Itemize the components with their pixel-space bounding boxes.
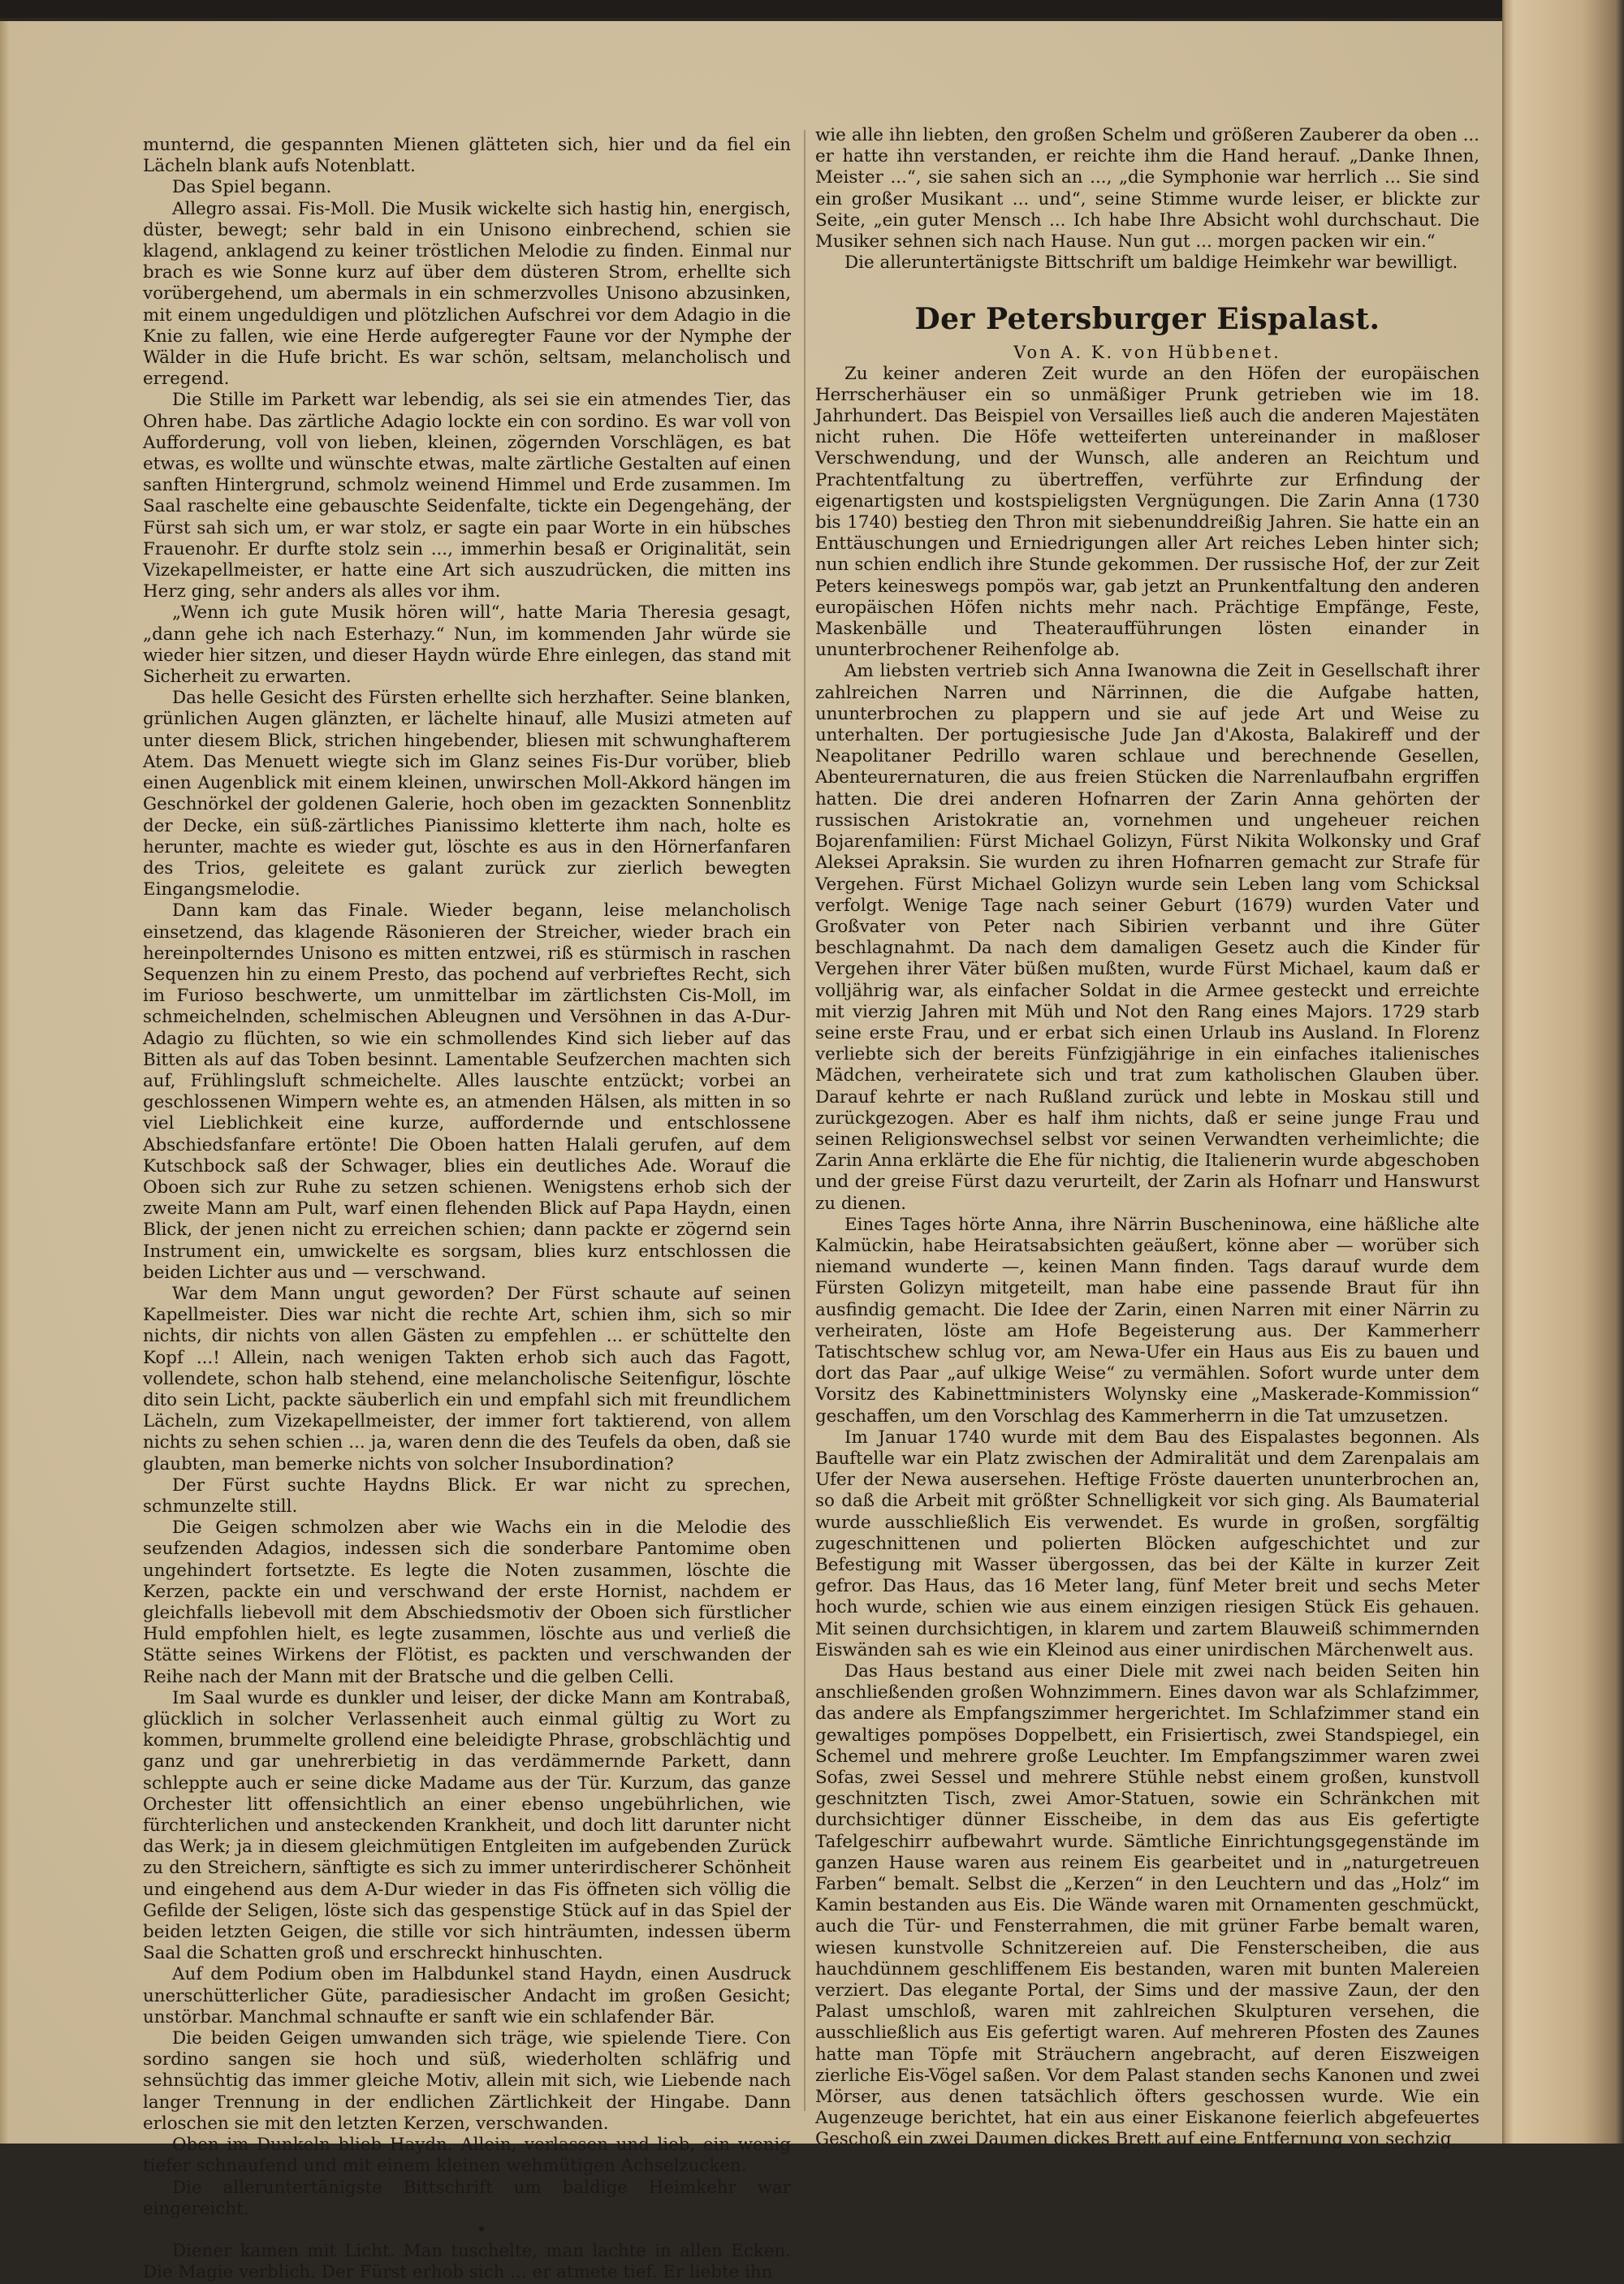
paragraph: Zu keiner anderen Zeit wurde an den Höfen der europäischen Herrscherhäuser ein so unmäßiger Prunk getrieben wie im 18. Jahrhundert. Das Beispiel von Versailles ließ auch die anderen Majestäten nicht ruhen. Die Höfe wetteiferten untereinander in maßloser Verschwendung, und der Wunsch, alle anderen an Reichtum und Prachtentfaltung zu übertreffen, verführte zur Erfindung der eigenartigsten und kostspieligsten Vergnügungen. Die Zarin Anna (1730 bis 1740) bestieg den Thron mit siebenunddreißig Jahren. Sie hatte ein an Enttäuschungen und Erniedrigungen aller Art reiches Leben hinter sich; nun schien endlich ihre Stunde gekommen. Der russische Hof, der zur Zeit Peters keineswegs pompös war, gab jetzt an Prunkentfaltung den anderen europäischen Höfen nichts mehr nach. Prächtige Empfänge, Feste, Maskenbälle und Theateraufführungen lösten einander in ununterbrochener Reihenfolge ab.: [815, 363, 1479, 661]
paragraph: Dann kam das Finale. Wieder begann, leise melancholisch einsetzend, das klagende Räsonieren der Streicher, wieder brach ein hereinpolterndes Unisono es mitten entzwei, riß es stürmisch in raschen Sequenzen hin zu einem Presto, das pochend auf verbrieftes Recht, sich im Furioso beschwerte, um unmittelbar im zärtlichsten Cis-Moll, im schmeichelnden, schelmischen Ableugnen und Versöhnen in das A-Dur-Adagio zu flüchten, so wie ein schmollendes Kind sich lieber auf das Bitten als auf das Toben besinnt. Lamentable Seufzerchen machten sich auf, Frühlingsluft schmeichelte. Alles lauschte entzückt; vorbei an geschlossenen Wimpern wehte es, an atmenden Hälsen, als mitten in so viel Lieblichkeit eine kurze, auffordernde und entschlossene Abschiedsfanfare ertönte! Die Oboen hatten Halali gerufen, auf dem Kutschbock saß der Schwager, blies ein deutliches Ade. Worauf die Oboen sich zur Ruhe zu setzen schienen. Wenigstens erhob sich der zweite Mann am Pult, warf einen flehenden Blick auf Papa Haydn, einen Blick, der jenen nicht zu erreichen schien; dann packte er zögernd sein Instrument ein, umwickelte es sorgsam, blies kurz entschlossen die beiden Lichter aus und — verschwand.: [143, 900, 791, 1283]
paragraph: Eines Tages hörte Anna, ihre Närrin Buscheninowa, eine häßliche alte Kalmückin, habe Heiratsabsichten geäußert, könne aber — worüber sich niemand wunderte —, keinen Mann finden. Tags darauf wurde dem Fürsten Golizyn mitgeteilt, man habe eine passende Braut für ihn ausfindig gemacht. Die Idee der Zarin, einen Narren mit einer Närrin zu verheiraten, löste am Hofe Begeisterung aus. Der Kammerherr Tatischtschew schlug vor, am Newa-Ufer ein Haus aus Eis zu bauen und dort das Paar „auf ulkige Weise“ zu vermählen. Sofort wurde unter dem Vorsitz des Kabinettministers Wolynsky eine „Maskerade-Kommission“ geschaffen, um den Vorschlag des Kammerherrn in die Tat umzusetzen.: [815, 1214, 1479, 1427]
column-divider: [804, 130, 806, 2111]
paragraph: Die beiden Geigen umwanden sich träge, wie spielende Tiere. Con sordino sangen sie hoch und süß, wiederholten schläfrig und sehnsüchtig das immer gleiche Motiv, allein mit sich, wie Liebende nach langer Trennung in der endlichen Zärtlichkeit der Hingabe. Dann erloschen sie mit den letzten Kerzen, verschwanden.: [143, 2028, 791, 2134]
paragraph: munternd, die gespannten Mienen glätteten sich, hier und da fiel ein Lächeln blank aufs Notenblatt.: [143, 135, 791, 177]
page-left-edge: [0, 21, 10, 2144]
paragraph: Die Stille im Parkett war lebendig, als sei sie ein atmendes Tier, das Ohren habe. Das zärtliche Adagio lockte ein con sordino. Es war voll von Aufforderung, voll von lieben, kleinen, zögernden Vorschlägen, es bat etwas, es wollte und wünschte etwas, malte zärtliche Gestalten auf einen sanften Hintergrund, schmolz weinend Himmel und Erde zusammen. Im Saal raschelte eine gebauschte Seidenfalte, tickte ein Degengehäng, der Fürst sah sich um, er war stolz, er sagte ein paar Worte in ein hübsches Frauenohr. Er durfte stolz sein ..., immerhin besaß er Originalität, sein Vizekapellmeister, er hatte eine Art sich auszudrücken, die mitten ins Herz ging, sehr anders als alles vor ihm.: [143, 390, 791, 602]
paragraph: Die alleruntertänigste Bittschrift um baldige Heimkehr war eingereicht.: [143, 2177, 791, 2219]
paragraph: Das Spiel begann.: [172, 177, 332, 198]
paragraph: Auf dem Podium oben im Halbdunkel stand Haydn, einen Ausdruck unerschütterlicher Güte, paradiesischer Andacht im großen Gesicht; unstörbar. Manchmal schnaufte er sanft wie ein schlafender Bär.: [143, 1964, 791, 2027]
article-byline: Von A. K. von Hübbenet.: [1013, 343, 1281, 363]
article-title: Der Petersburger Eispalast.: [914, 302, 1380, 337]
paragraph: Oben im Dunkeln blieb Haydn. Allein, verlassen und lieb, ein wenig tiefer schnaufend und mit einem kleinen wehmütigen Achselzucken.: [143, 2135, 791, 2177]
paragraph: Die alleruntertänigste Bittschrift um baldige Heimkehr war bewilligt.: [844, 253, 1458, 274]
paragraph: Das helle Gesicht des Fürsten erhellte sich herzhafter. Seine blanken, grünlichen Augen glänzten, er lächelte hinauf, alle Musizi atmeten auf unter diesem Blick, strichen hingebender, bliesen mit schwunghafterem Atem. Das Menuett wiegte sich im Glanz seines Fis-Dur vorüber, blieb einen Augenblick mit einem kleinen, unwirschen Moll-Akkord hängen im Geschnörkel der goldenen Galerie, hoch oben im gezackten Sonnenblitz der Decke, ein süß-zärtliches Pianissimo kletterte ihm nach, holte es herunter, machte es wieder gut, löschte es aus in den Hörnerfanfaren des Trios, geleitete es galant zurück zur zierlich bewegten Eingangsmelodie.: [143, 688, 791, 900]
book-binding-edge: [1502, 0, 1624, 2144]
paragraph: wie alle ihn liebten, den großen Schelm und größeren Zauberer da oben ... er hatte ihn verstanden, er reichte ihm die Hand herauf. „Danke Ihnen, Meister ...“, sie sahen sich an ..., „die Symphonie war herrlich ... Sie sind ein großer Musikant ... und“, seine Stimme wurde leiser, er blickte zur Seite, „ein guter Mensch ... Ich habe Ihre Absicht wohl durchschaut. Die Musiker sehnen sich nach Hause. Nun gut ... morgen packen wir ein.“: [815, 125, 1479, 253]
section-separator: •: [476, 2219, 487, 2240]
paragraph: War dem Mann ungut geworden? Der Fürst schaute auf seinen Kapellmeister. Dies war nicht die rechte Art, schien ihm, sich so mir nichts, dir nichts von allen Gästen zu empfehlen ... er schüttelte den Kopf ...! Allein, nach wenigen Takten erhob sich auch das Fagott, vollendete, schon halb stehend, eine melancholische Seitenfigur, löschte dito sein Licht, packte säuberlich ein und empfahl sich mit freundlichem Lächeln, zum Vizekapellmeister, der immer fort taktierend, von allem nichts zu sehen schien ... ja, waren denn die des Teufels da oben, daß sie glaubten, man bemerke nichts von solcher Insubordination?: [143, 1283, 791, 1474]
paragraph: Allegro assai. Fis-Moll. Die Musik wickelte sich hastig hin, energisch, düster, bewegt; sehr bald in ein Unisono einbrechend, schien sie klagend, anklagend zu keiner tröstlichen Melodie zu finden. Einmal nur brach es wie Sonne kurz auf über dem düsteren Strom, erhellte sich vorübergehend, um abermals in ein schmerzvolles Unisono abzusinken, mit einem ungeduldigen und plötzlichen Aufschrei vor dem Adagio in die Knie zu fallen, wie eine Herde aufgeregter Faune vor der Nymphe der Wälder in die Hufe bricht. Es war schön, seltsam, melancholisch und erregend.: [143, 198, 791, 390]
paragraph: Diener kamen mit Licht. Man tuschelte, man lachte in allen Ecken. Die Magie verblich. Der Fürst erhob sich ... er atmete tief. Er liebte ihn: [143, 2241, 791, 2283]
paragraph: Der Fürst suchte Haydns Blick. Er war nicht zu sprechen, schmunzelte still.: [143, 1474, 791, 1517]
right-column: [815, 125, 1479, 2150]
paragraph: „Wenn ich gute Musik hören will“, hatte Maria Theresia gesagt, „dann gehe ich nach Esterhazy.“ Nun, im kommenden Jahr würde sie wieder hier sitzen, und dieser Haydn würde Ehre einlegen, das stand mit Sicherheit zu erwarten.: [143, 602, 791, 688]
scan-border-top: [0, 0, 1624, 18]
left-column: [143, 135, 791, 2283]
paragraph: Im Januar 1740 wurde mit dem Bau des Eispalastes begonnen. Als Bauftelle war ein Platz zwischen der Admiralität und dem Zarenpalais am Ufer der Newa ausersehen. Heftige Fröste dauerten ununterbrochen an, so daß die Arbeit mit größter Schnelligkeit vor sich ging. Als Baumaterial wurde ausschließlich Eis verwendet. Es wurde in großen, sorgfältig zugeschnittenen und polierten Blöcken aufgeschichtet und zur Befestigung mit Wasser übergossen, das bei der Kälte in kurzer Zeit gefror. Das Haus, das 16 Meter lang, fünf Meter breit und sechs Meter hoch wurde, schien wie aus einem einzigen riesigen Stück Eis gehauen. Mit seinen durchsichtigen, in klarem und zartem Blauweiß schimmernden Eiswänden sah es wie ein Kleinod aus einer unirdischen Märchenwelt aus.: [815, 1427, 1479, 1660]
paragraph: Am liebsten vertrieb sich Anna Iwanowna die Zeit in Gesellschaft ihrer zahlreichen Narren und Närrinnen, die die Aufgabe hatten, ununterbrochen zu plappern und sie auf jede Art und Weise zu unterhalten. Der portugiesische Jude Jan d'Akosta, Balakireff und der Neapolitaner Pedrillo waren schlaue und berechnende Gesellen, Abenteurernaturen, die aus freien Stücken die Narrenlaufbahn ergriffen hatten. Die drei anderen Hofnarren der Zarin Anna gehörten der russischen Aristokratie an, vornehmen und ungeheuer reichen Bojarenfamilien: Fürst Michael Golizyn, Fürst Nikita Wolkonsky und Graf Aleksei Apraksin. Sie wurden zu ihren Hofnarren gemacht zur Strafe für Vergehen. Fürst Michael Golizyn wurde sein Leben lang vom Schicksal verfolgt. Wenige Tage nach seiner Geburt (1679) wurden Vater und Großvater von Peter nach Sibirien verbannt und ihre Güter beschlagnahmt. Da nach dem damaligen Gesetz auch die Kinder für Vergehen ihrer Väter büßen mußten, wurde Fürst Michael, kaum daß er volljährig war, als einfacher Soldat in die Armee gesteckt und erreichte mit vierzig Jahren mit Müh und Not den Rang eines Majors. 1729 starb seine erste Frau, und er erbat sich einen Urlaub ins Ausland. In Florenz verliebte sich der bereits Fünfzigjährige in ein einfaches italienisches Mädchen, verheiratete sich und trat zum katholischen Glauben über. Darauf kehrte er nach Rußland zurück und lebte in Moskau still und zurückgezogen. Aber es half ihm nichts, daß er seine junge Frau und seinen Religionswechsel selbst vor seinen Verwandten verheimlichte; die Zarin Anna erklärte die Ehe für nichtig, die Italienerin wurde abgeschoben und der greise Fürst dazu verurteilt, der Zarin als Hofnarr und Hanswurst zu dienen.: [815, 661, 1479, 1214]
paragraph: Die Geigen schmolzen aber wie Wachs ein in die Melodie des seufzenden Adagios, indessen sich die sonderbare Pantomime oben ungehindert fortsetzte. Es legte die Noten zusammen, löschte die Kerzen, packte ein und verschwand der erste Hornist, nachdem er gleichfalls liebevoll mit dem Abschiedsmotiv der Oboen sich fürstlicher Huld empfohlen hielt, es legte zusammen, löschte aus und verließ die Stätte seines Wirkens der Flötist, es packten und verschwanden der Reihe nach der Mann mit der Bratsche und die gelben Celli.: [143, 1518, 791, 1687]
paragraph: Das Haus bestand aus einer Diele mit zwei nach beiden Seiten hin anschließenden großen Wohnzimmern. Eines davon war als Schlafzimmer, das andere als Empfangszimmer hergerichtet. Im Schlafzimmer stand ein gewaltiges pompöses Doppelbett, ein Frisiertisch, zwei Standspiegel, ein Schemel und mehrere große Leuchter. Im Empfangszimmer waren zwei Sofas, zwei Sessel und mehrere Stühle nebst einem großen, kunstvoll geschnitzten Tisch, zwei Amor-Statuen, sowie ein Schränkchen mit durchsichtiger dünner Eisscheibe, in dem das aus Eis gefertigte Tafelgeschirr aufbewahrt wurde. Sämtliche Einrichtungsgegenstände im ganzen Hause waren aus reinem Eis gearbeitet und in „naturgetreuen Farben“ bemalt. Selbst die „Kerzen“ in den Leuchtern und das „Holz“ im Kamin bestanden aus Eis. Die Wände waren mit Ornamenten geschmückt, auch die Tür- und Fensterrahmen, die mit grüner Farbe bemalt waren, wiesen kunstvolle Schnitzereien auf. Die Fensterscheiben, die aus hauchdünnem geschliffenem Eis bestanden, waren mit bunten Malereien verziert. Das elegante Portal, der Sims und der massive Zaun, der den Palast umschloß, waren mit zahlreichen Skulpturen versehen, die ausschließlich aus Eis gefertigt waren. Auf mehreren Pfosten des Zaunes hatte man Töpfe mit Sträuchern angebracht, auf deren Eiszweigen zierliche Eis-Vögel saßen. Vor dem Palast standen sechs Kanonen und zwei Mörser, aus denen tatsächlich öfters geschossen wurde. Wie ein Augenzeuge berichtet, hat ein aus einer Eiskanone feierlich abgefeuertes Geschoß ein zwei Daumen dickes Brett auf eine Entfernung von sechzig: [815, 1661, 1479, 2150]
paragraph: Im Saal wurde es dunkler und leiser, der dicke Mann am Kontrabaß, glücklich in solcher Verlassenheit auch einmal gültig zu Wort zu kommen, brummelte grollend eine beleidigte Phrase, grobschlächtig und ganz und gar unehrerbietig in das verdämmernde Parkett, dann schleppte auch er seine dicke Madame aus der Tür. Kurzum, das ganze Orchester litt offensichtlich an einer ebenso ungebührlichen, wie fürchterlichen und ansteckenden Krankheit, und doch litt darunter nicht das Werk; ja in diesem gleichmütigen Entgleiten im aufgebenden Zurück zu den Streichern, sänftigte es sich zu immer unterirdischerer Schönheit und eingehend aus dem A-Dur wieder in das Fis öffneten sich völlig die Gefilde der Seligen, löste sich das gespenstige Stück auf in das Spiel der beiden letzten Geigen, die stille vor sich hinträumten, indessen überm Saal die Schatten groß und erschreckt hinhuschten.: [143, 1687, 791, 1964]
